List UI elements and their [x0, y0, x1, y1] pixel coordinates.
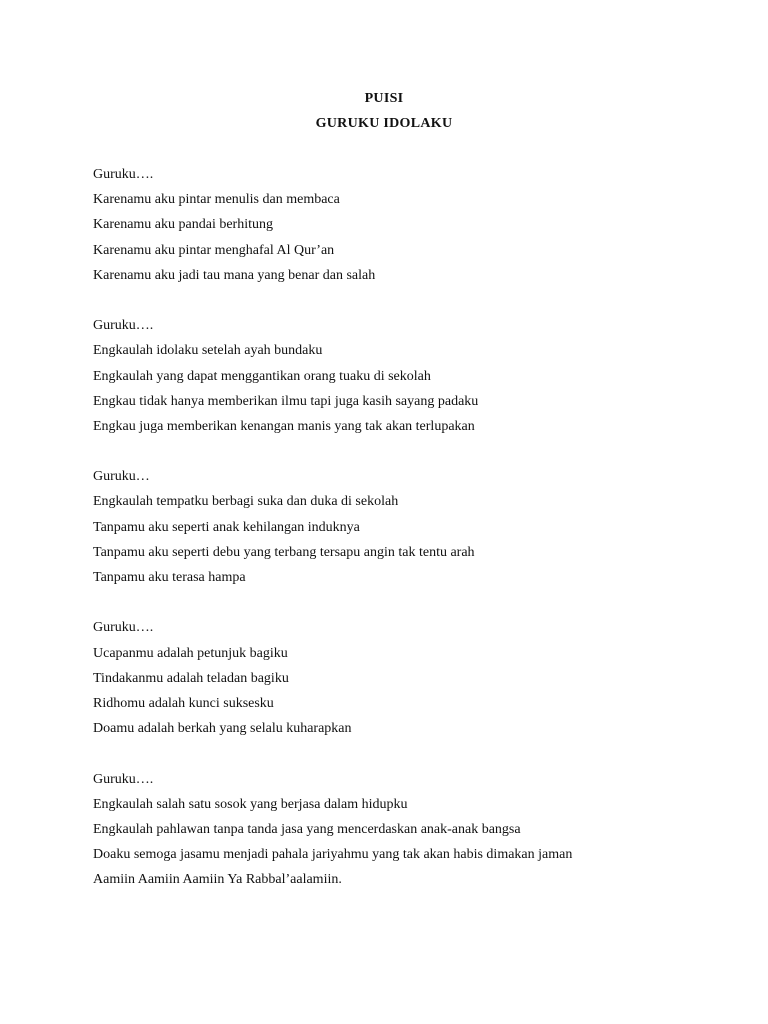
verse-line: Engkaulah tempatku berbagi suka dan duka di sekolah [93, 494, 399, 510]
stanza-3 [93, 464, 733, 590]
verse-line: Tanpamu aku terasa hampa [93, 570, 246, 585]
verse-line: Tindakanmu adalah teladan bagiku [93, 670, 289, 686]
verse-line: Engkau juga memberikan kenangan manis yang tak akan terlupakan [93, 418, 475, 434]
verse-line: Tanpamu aku seperti anak kehilangan induknya [93, 519, 360, 535]
poem-label: PUISI [364, 91, 404, 106]
verse-line: Karenamu aku pandai berhitung [93, 217, 273, 233]
verse-line: Engkaulah salah satu sosok yang berjasa dalam hidupku [93, 796, 408, 812]
verse-line: Tanpamu aku seperti debu yang terbang tersapu angin tak tentu arah [93, 544, 475, 560]
poem-body [93, 162, 733, 918]
verse-line: Karenamu aku pintar menulis dan membaca [93, 192, 340, 208]
poem-title: GURUKU IDOLAKU [315, 116, 453, 131]
verse-line: Aamiin Aamiin Aamiin Ya Rabbal’aalamiin. [93, 872, 342, 888]
verse-line: Engkaulah yang dapat menggantikan orang tuaku di sekolah [93, 368, 431, 384]
verse-line: Doamu adalah berkah yang selalu kuharapkan [93, 721, 352, 737]
verse-line: Karenamu aku pintar menghafal Al Qur’an [93, 242, 335, 258]
stanza-1 [93, 162, 733, 288]
poem-title-block [0, 86, 768, 136]
stanza-5 [93, 767, 733, 893]
verse-line: Guruku… [93, 469, 150, 485]
verse-line: Guruku…. [93, 167, 154, 182]
verse-line: Guruku…. [93, 620, 154, 636]
verse-line: Engkau tidak hanya memberikan ilmu tapi juga kasih sayang padaku [93, 393, 479, 409]
stanza-2 [93, 313, 733, 439]
verse-line: Karenamu aku jadi tau mana yang benar dan salah [93, 267, 376, 283]
verse-line: Engkaulah pahlawan tanpa tanda jasa yang mencerdaskan anak-anak bangsa [93, 821, 521, 837]
stanza-4 [93, 615, 733, 741]
verse-line: Guruku…. [93, 318, 154, 334]
verse-line: Guruku…. [93, 771, 154, 787]
verse-line: Ridhomu adalah kunci suksesku [93, 695, 274, 711]
verse-line: Ucapanmu adalah petunjuk bagiku [93, 645, 288, 661]
verse-line: Doaku semoga jasamu menjadi pahala jariyahmu yang tak akan habis dimakan jaman [93, 847, 573, 863]
verse-line: Engkaulah idolaku setelah ayah bundaku [93, 343, 323, 359]
